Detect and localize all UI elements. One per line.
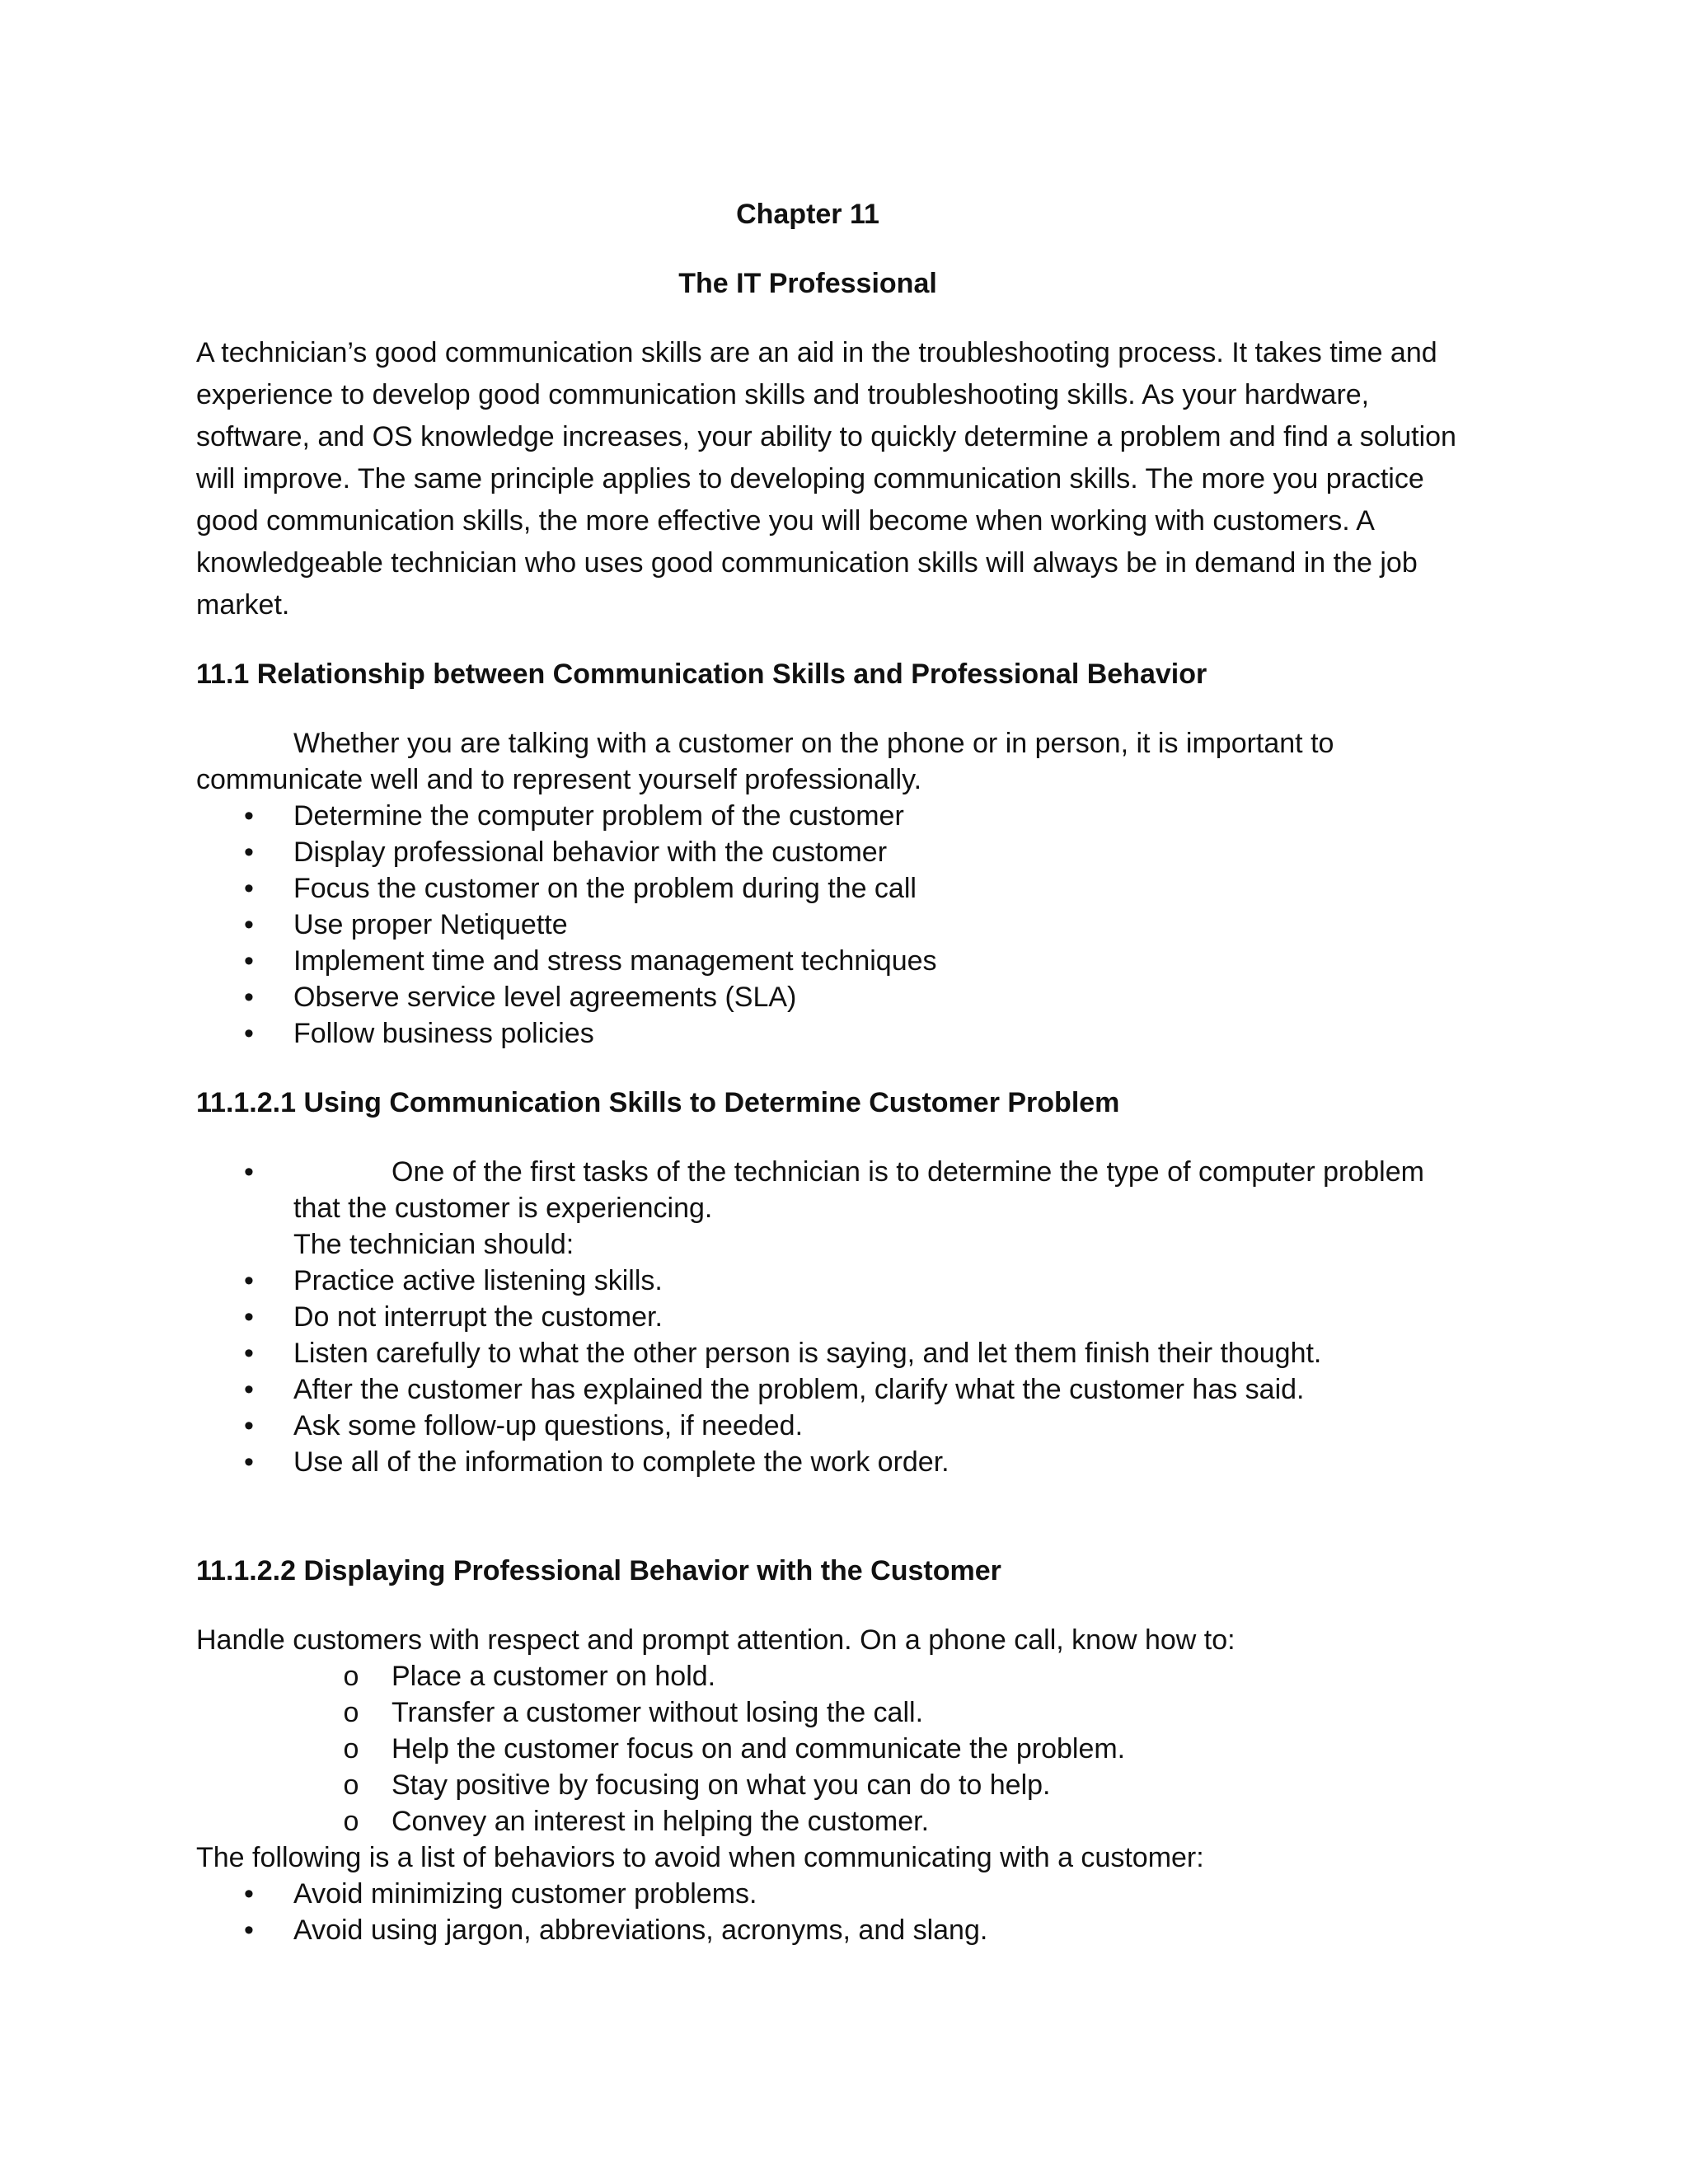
sub-list-item: Place a customer on hold. xyxy=(392,1661,716,1692)
bullet-dot: • xyxy=(244,1410,254,1441)
bullet-dot: • xyxy=(244,1265,254,1296)
bullet-dot: • xyxy=(244,909,254,940)
intro-line: knowledgeable technician who uses good communication skills will always be in demand in the job xyxy=(196,547,1418,579)
bullet-dot: • xyxy=(244,1446,254,1478)
sub-bullet-circle: o xyxy=(343,1769,359,1801)
bullet-dot: • xyxy=(244,1018,254,1049)
sub-list-item: Transfer a customer without losing the call. xyxy=(392,1697,924,1728)
list-item-continuation: The technician should: xyxy=(293,1229,574,1260)
list-item: Follow business policies xyxy=(293,1018,594,1049)
list-item: Implement time and stress management techniques xyxy=(293,945,937,977)
sub-bullet-circle: o xyxy=(343,1697,359,1728)
list-item: Ask some follow-up questions, if needed. xyxy=(293,1410,804,1441)
list-item: After the customer has explained the problem, clarify what the customer has said. xyxy=(293,1374,1305,1405)
intro-line: will improve. The same principle applies to developing communication skills. The more you practice xyxy=(196,463,1424,494)
sub-list-item: Help the customer focus on and communicate the problem. xyxy=(392,1733,1126,1765)
section-paragraph-line: The following is a list of behaviors to avoid when communicating with a customer: xyxy=(196,1842,1204,1873)
intro-line: A technician’s good communication skills are an aid in the troubleshooting process. It takes time and xyxy=(196,337,1437,368)
bullet-dot: • xyxy=(244,1156,254,1188)
intro-line: good communication skills, the more effective you will become when working with customers. A xyxy=(196,505,1375,537)
bullet-dot: • xyxy=(244,1338,254,1369)
intro-line: experience to develop good communication skills and troubleshooting skills. As your hardware, xyxy=(196,379,1370,410)
sub-list-item: Convey an interest in helping the customer. xyxy=(392,1806,930,1837)
list-item: Use proper Netiquette xyxy=(293,909,568,940)
intro-line: software, and OS knowledge increases, your ability to quickly determine a problem and find a solution xyxy=(196,421,1456,452)
list-item: Focus the customer on the problem during the call xyxy=(293,873,917,904)
section-paragraph-line: Handle customers with respect and prompt attention. On a phone call, know how to: xyxy=(196,1624,1236,1656)
intro-line: market. xyxy=(196,589,290,621)
list-item: Avoid using jargon, abbreviations, acronyms, and slang. xyxy=(293,1915,988,1946)
bullet-dot: • xyxy=(244,873,254,904)
bullet-dot: • xyxy=(244,982,254,1013)
bullet-dot: • xyxy=(244,945,254,977)
bullet-dot: • xyxy=(244,837,254,868)
sub-list-item: Stay positive by focusing on what you can do to help. xyxy=(392,1769,1051,1801)
chapter-title: The IT Professional xyxy=(678,268,937,299)
bullet-dot: • xyxy=(244,1878,254,1910)
section-paragraph-line: communicate well and to represent yourself professionally. xyxy=(196,764,922,795)
list-item: One of the first tasks of the technician is to determine the type of computer problem xyxy=(392,1156,1424,1188)
list-item: Practice active listening skills. xyxy=(293,1265,663,1296)
section-paragraph-line: Whether you are talking with a customer on the phone or in person, it is important to xyxy=(293,728,1334,759)
list-item: Determine the computer problem of the customer xyxy=(293,800,904,832)
section-heading: 11.1.2.1 Using Communication Skills to Determine Customer Problem xyxy=(196,1087,1120,1118)
bullet-dot: • xyxy=(244,1915,254,1946)
bullet-dot: • xyxy=(244,1374,254,1405)
section-heading: 11.1.2.2 Displaying Professional Behavior with the Customer xyxy=(196,1555,1001,1586)
bullet-dot: • xyxy=(244,800,254,832)
list-item: Avoid minimizing customer problems. xyxy=(293,1878,757,1910)
list-item: Use all of the information to complete the work order. xyxy=(293,1446,950,1478)
sub-bullet-circle: o xyxy=(343,1661,359,1692)
list-item-continuation: that the customer is experiencing. xyxy=(293,1193,713,1224)
section-heading: 11.1 Relationship between Communication Skills and Professional Behavior xyxy=(196,658,1207,690)
list-item: Do not interrupt the customer. xyxy=(293,1301,663,1333)
bullet-dot: • xyxy=(244,1301,254,1333)
sub-bullet-circle: o xyxy=(343,1733,359,1765)
list-item: Observe service level agreements (SLA) xyxy=(293,982,797,1013)
chapter-label: Chapter 11 xyxy=(736,199,879,230)
list-item: Listen carefully to what the other person is saying, and let them finish their thought. xyxy=(293,1338,1322,1369)
list-item: Display professional behavior with the customer xyxy=(293,837,888,868)
sub-bullet-circle: o xyxy=(343,1806,359,1837)
